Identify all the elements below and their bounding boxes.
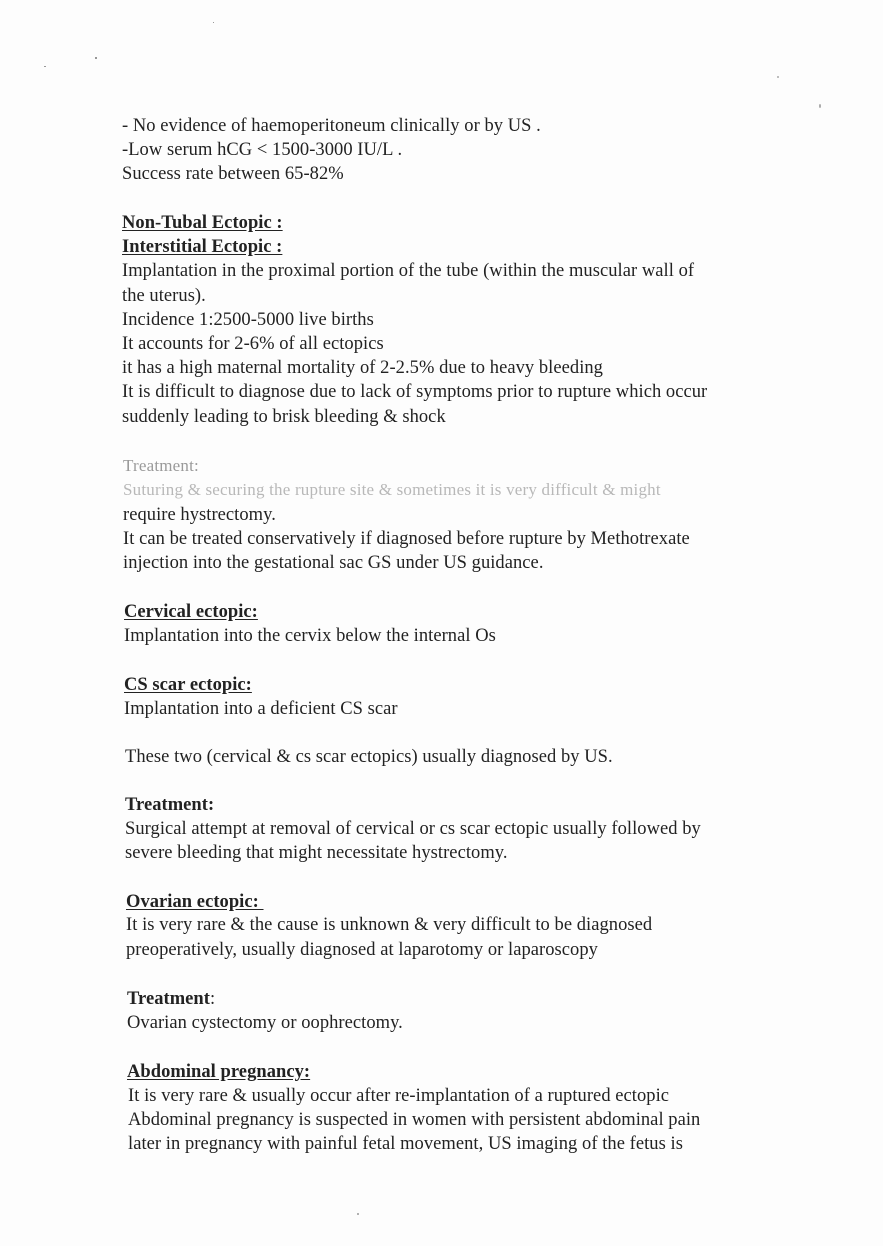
ovarian-treatment-text: Ovarian cystectomy or oophrectomy. (127, 1013, 403, 1033)
both-ectopics-note: These two (cervical & cs scar ectopics) usually diagnosed by US. (125, 747, 613, 767)
interstitial-line: It accounts for 2-6% of all ectopics (122, 334, 384, 354)
cervical-cs-treatment-heading: Treatment: (125, 795, 215, 815)
scan-speck (213, 22, 214, 23)
abdominal-line: It is very rare & usually occur after re-implantation of a ruptured ectopic (128, 1086, 670, 1106)
interstitial-line: the uterus). (122, 286, 206, 306)
ovarian-line: It is very rare & the cause is unknown & very difficult to be diagnosed (126, 915, 653, 935)
interstitial-treatment-line: Suturing & securing the rupture site & sometimes it is very difficult & might (123, 480, 661, 499)
cervical-cs-treatment-line: Surgical attempt at removal of cervical or cs scar ectopic usually followed by (125, 819, 701, 839)
ovarian-treatment-heading (127, 987, 215, 1011)
cervical-heading: Cervical ectopic: (124, 602, 258, 622)
interstitial-line: It is difficult to diagnose due to lack of symptoms prior to rupture which occur (122, 382, 708, 402)
intro-line-2: -Low serum hCG < 1500-3000 IU/L . (122, 140, 403, 160)
scan-speck (95, 57, 97, 59)
cs-scar-text: Implantation into a deficient CS scar (124, 699, 398, 719)
scan-speck (44, 66, 46, 67)
cervical-text: Implantation into the cervix below the internal Os (124, 626, 496, 646)
scan-speck (819, 104, 821, 108)
interstitial-heading: Interstitial Ectopic : (122, 237, 283, 257)
interstitial-treatment-line: require hystrectomy. (123, 505, 276, 525)
ovarian-treatment-label: Treatment (127, 989, 210, 1009)
intro-line-1: - No evidence of haemoperitoneum clinically or by US . (122, 116, 541, 136)
scan-speck (357, 1213, 359, 1215)
abdominal-line: Abdominal pregnancy is suspected in women with persistent abdominal pain (128, 1110, 701, 1130)
interstitial-line: Incidence 1:2500-5000 live births (122, 310, 374, 330)
intro-line-3: Success rate between 65-82% (122, 164, 344, 184)
interstitial-line: Implantation in the proximal portion of the tube (within the muscular wall of (122, 261, 695, 281)
interstitial-treatment-line: injection into the gestational sac GS under US guidance. (123, 553, 544, 573)
ovarian-heading: Ovarian ectopic: (126, 892, 264, 912)
interstitial-treatment-line: It can be treated conservatively if diagnosed before rupture by Methotrexate (123, 529, 690, 549)
ovarian-treatment-colon: : (210, 989, 216, 1009)
abdominal-heading: Abdominal pregnancy: (127, 1062, 311, 1082)
ovarian-line: preoperatively, usually diagnosed at laparotomy or laparoscopy (126, 940, 598, 960)
abdominal-line: later in pregnancy with painful fetal movement, US imaging of the fetus is (128, 1134, 683, 1154)
cervical-cs-treatment-line: severe bleeding that might necessitate hystrectomy. (125, 843, 508, 863)
scan-speck (777, 76, 779, 78)
cs-scar-heading: CS scar ectopic: (124, 675, 252, 695)
non-tubal-heading: Non-Tubal Ectopic : (122, 213, 283, 233)
interstitial-line: suddenly leading to brisk bleeding & shock (122, 407, 446, 427)
interstitial-line: it has a high maternal mortality of 2-2.5% due to heavy bleeding (122, 358, 603, 378)
interstitial-treatment-heading: Treatment: (123, 456, 199, 475)
